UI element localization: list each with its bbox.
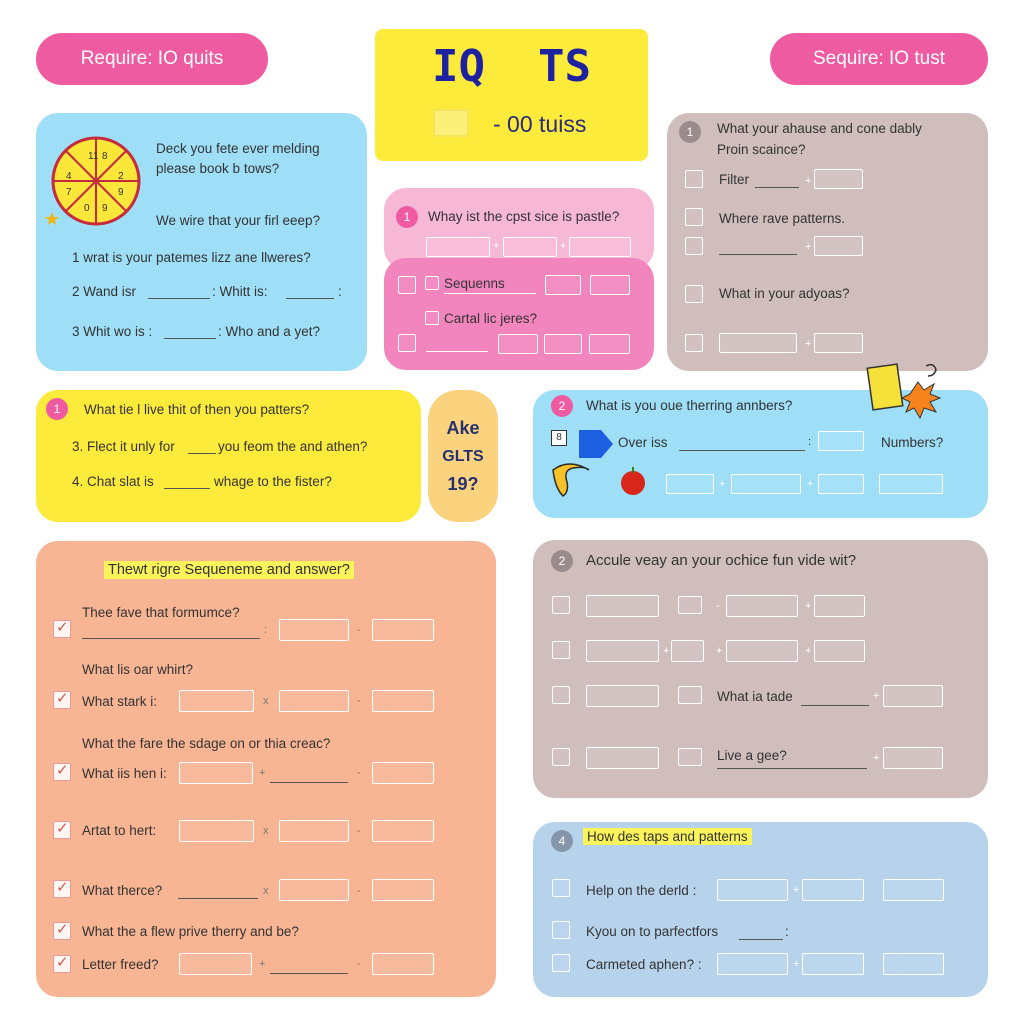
blue-q4-colon: : — [338, 284, 342, 299]
wheel-number: 0 — [84, 203, 90, 214]
pink-row3-box-2[interactable] — [544, 334, 582, 354]
badge-line-1: Ake — [446, 418, 480, 438]
taupe-filter-label: Filter — [719, 172, 749, 187]
blue-right-input-3[interactable] — [818, 474, 864, 494]
title-square-icon — [433, 109, 469, 137]
light-blue-checkbox-1[interactable] — [552, 879, 570, 897]
taupe-bottom-plus: + — [805, 600, 812, 612]
taupe-bottom-r3-input-1[interactable] — [586, 685, 659, 707]
taupe-checkbox-3[interactable] — [685, 237, 703, 255]
blue-q5-label-2: : Who and a yet? — [218, 324, 321, 339]
salmon-times: x — [263, 885, 269, 897]
salmon-checkbox[interactable] — [53, 821, 71, 839]
blue-right-numbers-label: Numbers? — [881, 435, 944, 450]
salmon-row-label: Thee fave that formumce? — [82, 605, 240, 620]
badge-line-3: 19? — [447, 474, 479, 494]
salmon-row-label: Artat to hert: — [82, 823, 157, 838]
arrow-shape-icon — [579, 430, 613, 458]
blue-right-plus-2: + — [807, 478, 814, 490]
taupe-bottom-title: Accule veay an your ochice fun vide wit? — [586, 552, 857, 569]
taupe-bottom-plus: + — [805, 645, 812, 657]
taupe-checkbox-2[interactable] — [685, 208, 703, 226]
blue-right-over-input[interactable] — [818, 431, 864, 451]
light-blue-row1-label: Help on the derld : — [586, 883, 697, 898]
taupe-bottom-row4-blank[interactable] — [717, 768, 867, 769]
salmon-row-label: What therce? — [82, 883, 163, 898]
question-card-taupe-bottom — [533, 540, 988, 798]
yellow-q3-label-2: whage to the fister? — [214, 474, 332, 489]
light-blue-checkbox-2[interactable] — [552, 921, 570, 939]
pink-row3-blank[interactable] — [426, 351, 488, 352]
wheel-number: 2 — [118, 171, 124, 182]
badge-line-2: GLTS — [442, 448, 484, 465]
taupe-plus-2: + — [805, 241, 812, 253]
yellow-q2-label: 3. Flect it unly for — [72, 439, 175, 454]
salmon-row-label: What lis oar whirt? — [82, 662, 194, 677]
salmon-row2-input-1[interactable] — [179, 690, 254, 712]
pink-plus-1: + — [493, 240, 500, 252]
pink-checkbox-1[interactable] — [398, 276, 416, 294]
salmon-row-label: What iis hen i: — [82, 766, 167, 781]
light-blue-row2-colon: : — [785, 924, 789, 939]
page-title: IQ TS — [432, 41, 591, 92]
pink-seq-box-2[interactable] — [590, 275, 630, 295]
salmon-title: Thewt rigre Sequeneme and answer? — [104, 561, 354, 579]
pink-row1-box-3[interactable] — [569, 237, 631, 257]
salmon-plus: + — [259, 767, 266, 779]
pink-seq-blank[interactable] — [444, 293, 536, 294]
small-number-box: 8 — [551, 430, 567, 446]
taupe-bottom-checkbox-1[interactable] — [552, 596, 570, 614]
taupe-checkbox-1[interactable] — [685, 170, 703, 188]
light-blue-r3-input-3[interactable] — [883, 953, 944, 975]
salmon-row-label: What the a flew prive therry and be? — [82, 924, 299, 939]
pink-number-badge: 1 — [396, 206, 418, 228]
blue-q4-blank-1[interactable] — [148, 298, 210, 299]
apple-icon — [619, 466, 647, 496]
light-blue-row2-label: Kyou on to parfectfors — [586, 924, 719, 939]
taupe-bottom-checkbox-4[interactable] — [552, 686, 570, 704]
yellow-q2-blank[interactable] — [188, 453, 216, 454]
light-blue-number-badge: 4 — [551, 830, 573, 852]
star-icon: ★ — [44, 209, 61, 229]
salmon-checkbox[interactable] — [53, 620, 71, 638]
taupe-bottom-r2-input-2[interactable] — [671, 640, 704, 662]
salmon-row3-input-2[interactable] — [372, 762, 434, 784]
taupe-bottom-r2-input-4[interactable] — [814, 640, 865, 662]
taupe-bottom-checkbox-6[interactable] — [552, 748, 570, 766]
salmon-row2-input-2[interactable] — [279, 690, 349, 712]
taupe-bottom-r1-input-1[interactable] — [586, 595, 659, 617]
book-explosion-icon — [866, 360, 956, 424]
taupe-where-input[interactable] — [814, 236, 863, 256]
pink-row-cartal: Cartal lic jeres? — [444, 311, 538, 326]
pink-checkbox-2[interactable] — [425, 276, 439, 290]
salmon-row4-input-2[interactable] — [279, 820, 349, 842]
right-header-pill[interactable]: Sequire: IO tust — [770, 33, 988, 85]
iq-badge[interactable] — [428, 390, 498, 522]
blue-q3: 1 wrat is your patemes lizz ane llweres? — [72, 250, 311, 265]
yellow-q2-label-2: you feom the and athen? — [218, 439, 368, 454]
taupe-bottom-dash: - — [716, 600, 720, 612]
salmon-row4-input-1[interactable] — [179, 820, 254, 842]
salmon-times: x — [263, 825, 269, 837]
wheel-number: 11 — [88, 151, 99, 162]
yellow-q3-blank[interactable] — [164, 488, 210, 489]
blue-right-input-4[interactable] — [879, 474, 943, 494]
question-card-taupe-top — [667, 113, 988, 371]
taupe-bottom-input-1[interactable] — [719, 333, 797, 353]
salmon-row3-input-1[interactable] — [179, 762, 253, 784]
question-card-blue — [36, 113, 367, 371]
pink-row1-box-2[interactable] — [503, 237, 557, 257]
blue-right-number-badge: 2 — [551, 395, 573, 417]
salmon-row-label: What the fare the sdage on or thia creac? — [82, 736, 331, 751]
question-card-light-blue — [533, 822, 988, 997]
salmon-dash: - — [357, 767, 361, 779]
light-blue-r3-input-2[interactable] — [802, 953, 864, 975]
taupe-title: What your ahause and cone dably — [717, 121, 922, 136]
salmon-row5-input-2[interactable] — [372, 879, 434, 901]
light-blue-r1-input-3[interactable] — [883, 879, 944, 901]
taupe-bottom-r4-input-1[interactable] — [586, 747, 659, 769]
light-blue-checkbox-3[interactable] — [552, 954, 570, 972]
blue-q4-label: 2 Wand isr — [72, 284, 137, 299]
taupe-bottom-number-badge: 2 — [551, 550, 573, 572]
salmon-plus: + — [259, 958, 266, 970]
yellow-q1: What tie l live thit of then you patters? — [84, 402, 310, 417]
taupe-bottom-checkbox-7[interactable] — [678, 748, 702, 766]
taupe-checkbox-5[interactable] — [685, 334, 703, 352]
taupe-filter-blank[interactable] — [755, 187, 799, 188]
blue-q4-label-2: : Whitt is: — [212, 284, 268, 299]
blue-right-input-2[interactable] — [731, 474, 801, 494]
light-blue-r3-input-1[interactable] — [717, 953, 788, 975]
taupe-where-blank[interactable] — [719, 254, 797, 255]
question-card-yellow — [36, 390, 421, 522]
taupe-plus-1: + — [805, 175, 812, 187]
taupe-bottom-r2-input-1[interactable] — [586, 640, 659, 662]
blue-q4-blank-2[interactable] — [286, 298, 334, 299]
taupe-bottom-plus: + — [663, 645, 670, 657]
banana-icon — [549, 462, 595, 498]
taupe-bottom-row4-label: Live a gee? — [717, 748, 787, 763]
salmon-row4-input-3[interactable] — [372, 820, 434, 842]
light-blue-row2-blank[interactable] — [739, 939, 783, 940]
taupe-number-badge: 1 — [679, 121, 701, 143]
taupe-bottom-checkbox-5[interactable] — [678, 686, 702, 704]
salmon-row1-input-2[interactable] — [372, 619, 434, 641]
salmon-dash: - — [357, 825, 361, 837]
salmon-row5-blank[interactable] — [178, 898, 258, 899]
salmon-row6-input-2[interactable] — [372, 953, 434, 975]
taupe-bottom-checkbox-3[interactable] — [552, 641, 570, 659]
salmon-row-label: Letter freed? — [82, 957, 159, 972]
pink-row3-box-1[interactable] — [498, 334, 538, 354]
blue-q1: Deck you fete ever melding — [156, 141, 320, 156]
blue-q2: We wire that your firl eeep? — [156, 213, 321, 228]
taupe-where-label: Where rave patterns. — [719, 211, 846, 226]
blue-right-over-label: Over iss — [618, 435, 668, 450]
taupe-checkbox-4[interactable] — [685, 285, 703, 303]
taupe-bottom-checkbox-2[interactable] — [678, 596, 702, 614]
taupe-filter-input[interactable] — [814, 169, 863, 189]
pink-seq-box-1[interactable] — [545, 275, 581, 295]
salmon-checkbox[interactable] — [53, 955, 71, 973]
salmon-checkbox[interactable] — [53, 922, 71, 940]
salmon-dash: - — [357, 958, 361, 970]
yellow-number-badge: 1 — [46, 398, 68, 420]
salmon-row1-input-1[interactable] — [279, 619, 349, 641]
blue-right-input-1[interactable] — [666, 474, 714, 494]
taupe-plus-3: + — [805, 338, 812, 350]
light-blue-r1-input-2[interactable] — [802, 879, 864, 901]
salmon-dash: - — [357, 624, 361, 636]
taupe-bottom-input-2[interactable] — [814, 333, 863, 353]
salmon-row1-blank[interactable] — [82, 638, 260, 639]
wheel-number: 7 — [66, 187, 72, 198]
taupe-bottom-plus: + — [873, 690, 880, 702]
wheel-number: 9 — [102, 203, 108, 214]
pink-checkbox-3[interactable] — [425, 311, 439, 325]
light-blue-plus: + — [793, 884, 800, 896]
pink-row1-box-1[interactable] — [426, 237, 490, 257]
wheel-number: 9 — [118, 187, 124, 198]
wheel-number: 8 — [102, 151, 108, 162]
number-wheel-icon — [50, 135, 142, 227]
salmon-checkbox[interactable] — [53, 691, 71, 709]
salmon-row6-input-1[interactable] — [179, 953, 252, 975]
title-card — [375, 29, 648, 161]
taupe-bottom-row3-label: What ia tade — [717, 689, 793, 704]
light-blue-row3-label: Carmeted aphen? : — [586, 957, 702, 972]
pink-row3-box-3[interactable] — [589, 334, 630, 354]
pink-checkbox-4[interactable] — [398, 334, 416, 352]
salmon-row-label: What stark i: — [82, 694, 158, 709]
pink-row-sequenns: Sequenns — [444, 276, 505, 291]
salmon-colon: : — [264, 624, 268, 636]
salmon-checkbox[interactable] — [53, 763, 71, 781]
light-blue-title: How des taps and patterns — [583, 828, 752, 845]
blue-right-over-blank[interactable] — [679, 450, 805, 451]
left-header-pill[interactable]: Require: IO quits — [36, 33, 268, 85]
salmon-times: x — [263, 695, 269, 707]
yellow-q3-label: 4. Chat slat is — [72, 474, 154, 489]
taupe-bottom-plus: + — [873, 752, 880, 764]
taupe-bottom-plus: + — [716, 645, 723, 657]
salmon-row6-blank[interactable] — [270, 973, 348, 974]
taupe-bottom-r3-input-2[interactable] — [883, 685, 943, 707]
light-blue-r1-input-1[interactable] — [717, 879, 788, 901]
taupe-title-2: Proin scaince? — [717, 142, 806, 157]
blue-q5-label: 3 Whit wo is : — [72, 324, 153, 339]
taupe-bottom-row3-blank[interactable] — [801, 705, 869, 706]
salmon-row3-blank[interactable] — [270, 782, 348, 783]
salmon-row2-input-3[interactable] — [372, 690, 434, 712]
taupe-bottom-r1-input-2[interactable] — [726, 595, 798, 617]
taupe-bottom-r1-input-3[interactable] — [814, 595, 865, 617]
taupe-what-label: What in your adyoas? — [719, 286, 850, 301]
light-blue-plus: + — [793, 958, 800, 970]
pink-title: Whay ist the cpst sice is pastle? — [428, 209, 620, 224]
salmon-dash: - — [357, 695, 361, 707]
blue-right-title: What is you oue therring annbers? — [586, 398, 793, 413]
blue-right-plus-1: + — [719, 478, 726, 490]
wheel-number: 4 — [66, 171, 72, 182]
salmon-dash: - — [357, 885, 361, 897]
title-subtitle: - 00 tuiss — [493, 111, 587, 137]
taupe-bottom-r2-input-3[interactable] — [726, 640, 798, 662]
salmon-row5-input-1[interactable] — [279, 879, 349, 901]
pink-plus-2: + — [560, 240, 567, 252]
blue-q1b: please book b tows? — [156, 161, 280, 176]
salmon-checkbox[interactable] — [53, 880, 71, 898]
blue-q5-blank[interactable] — [164, 338, 216, 339]
taupe-bottom-r4-input-2[interactable] — [883, 747, 943, 769]
blue-right-colon: : — [808, 436, 812, 448]
